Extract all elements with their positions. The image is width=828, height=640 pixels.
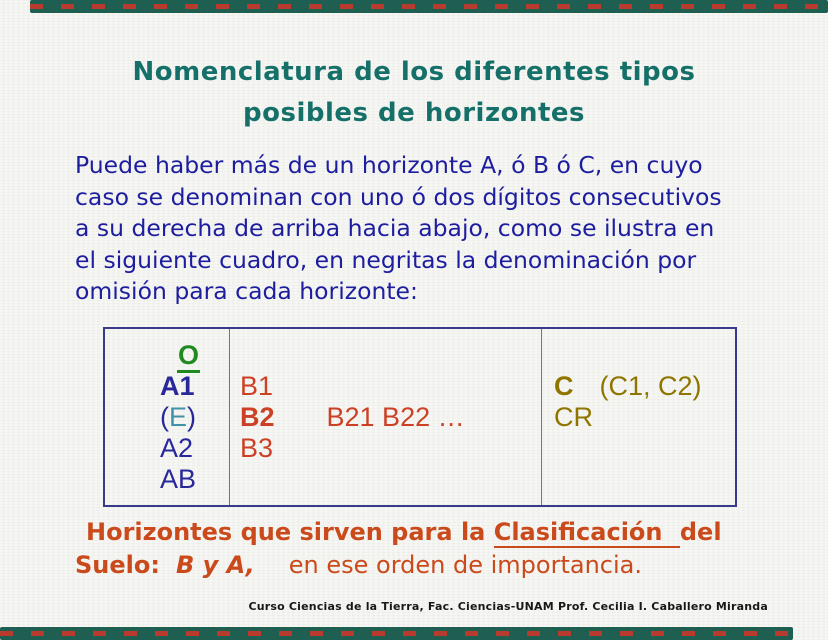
- row-O: [177, 340, 229, 371]
- horizon-A2: A2: [160, 433, 194, 463]
- intro-line: a su derecha de arriba hacia abajo, como se ilustra en: [75, 214, 715, 242]
- horizon-C: C: [554, 371, 574, 401]
- horizon-CR: CR: [554, 402, 593, 432]
- paren-close: ): [187, 402, 197, 432]
- note-suelo: Suelo:: [75, 551, 160, 579]
- classification-note-line1: [86, 516, 795, 549]
- note-underlined-word: Clasificación: [494, 518, 680, 548]
- top-border-red-dashes: [30, 4, 828, 9]
- note-post: del: [679, 518, 722, 546]
- classification-note: [75, 516, 795, 582]
- paren-open: (: [160, 402, 169, 432]
- horizon-B2: B2: [240, 402, 275, 432]
- horizon-A1: A1: [160, 371, 195, 401]
- table-column-C-horizons: [542, 329, 735, 505]
- horizon-O: O: [177, 340, 200, 373]
- horizon-AB: AB: [160, 464, 197, 494]
- horizon-C-subdivisions: (C1, C2): [599, 371, 702, 401]
- table-column-B-horizons: [230, 329, 542, 505]
- horizons-table: [103, 327, 737, 507]
- slide-title-line1: Nomenclatura de los diferentes tipos: [132, 57, 696, 87]
- top-border-band: [30, 0, 828, 13]
- note-B-y-A: B y A,: [175, 551, 255, 579]
- intro-line: omisión para cada horizonte:: [75, 277, 418, 305]
- course-credit: Curso Ciencias de la Tierra, Fac. Ciencias-UNAM Prof. Cecilia I. Caballero Miranda: [248, 600, 768, 613]
- horizon-B2-row: [240, 402, 541, 433]
- horizon-B1: B1: [240, 371, 274, 401]
- horizon-E-row: [160, 402, 229, 433]
- slide-title: [0, 52, 828, 134]
- horizon-B2-subdivisions: B21 B22 …: [326, 402, 465, 432]
- horizon-E: E: [169, 402, 188, 432]
- intro-line: el siguiente cuadro, en negritas la denominación por: [75, 245, 697, 274]
- intro-line: caso se denominan con uno ó dos dígitos consecutivos: [75, 182, 722, 211]
- note-order: en ese orden de importancia.: [288, 551, 642, 579]
- intro-paragraph: [75, 150, 785, 308]
- classification-note-line2: [75, 549, 795, 582]
- intro-line: Puede haber más de un horizonte A, ó B ó C, en cuyo: [75, 151, 703, 179]
- bottom-border-red-dashes: [0, 631, 793, 636]
- bottom-border-band: [0, 627, 793, 640]
- note-pre: Horizontes que sirven para la: [86, 518, 494, 546]
- table-column-A-horizons: [105, 329, 230, 505]
- slide-title-line2: posibles de horizontes: [243, 98, 585, 128]
- horizon-C-row: [554, 371, 735, 402]
- horizon-B3: B3: [240, 433, 274, 463]
